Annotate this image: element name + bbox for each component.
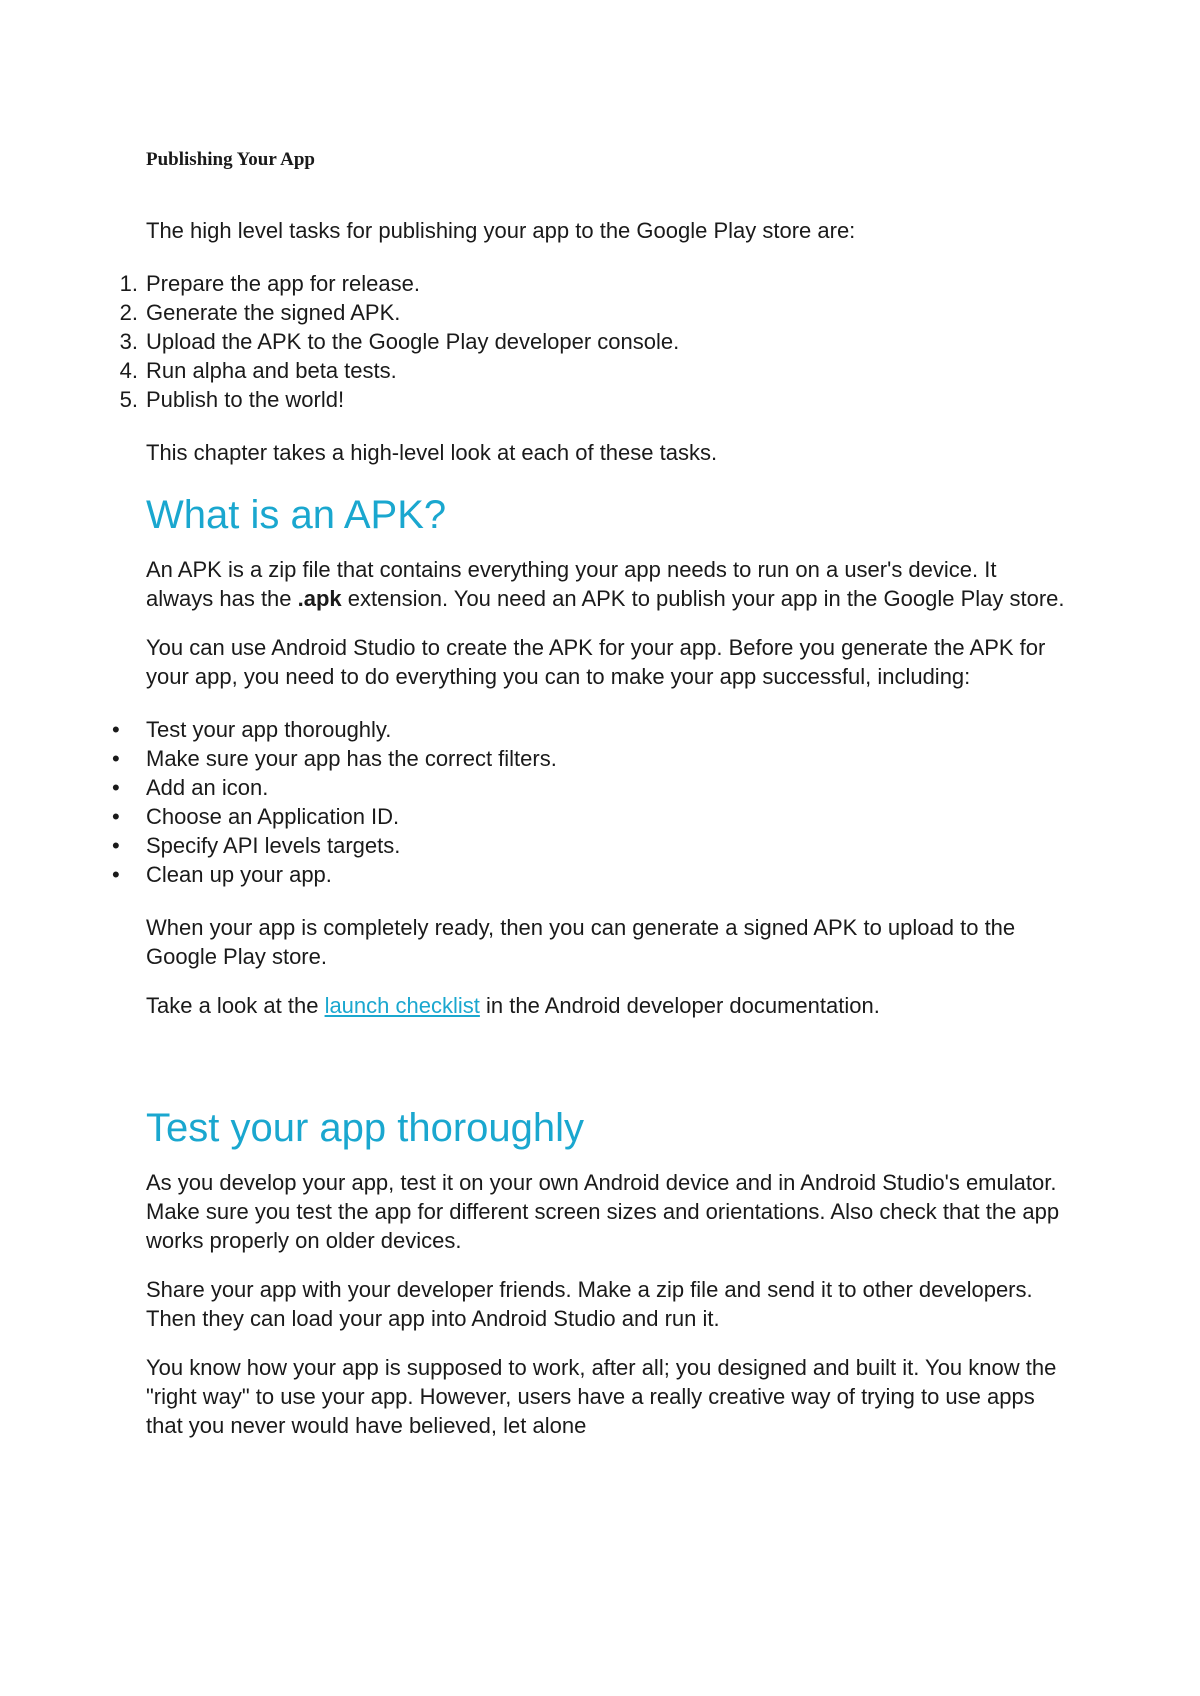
- list-number: 1.: [119, 271, 138, 296]
- task-list: [119, 269, 1066, 414]
- apk-paragraph-3: When your app is completely ready, then you can generate a signed APK to upload to the Google Play store.: [146, 915, 1016, 969]
- section-heading-apk: What is an APK?: [146, 493, 447, 537]
- list-item-text: Generate the signed APK.: [146, 300, 401, 325]
- list-item: [119, 327, 1066, 356]
- document-title: Publishing Your App: [146, 149, 315, 170]
- list-number: 3.: [119, 329, 138, 354]
- list-item: [112, 860, 1066, 889]
- document-body: [112, 148, 1066, 1440]
- list-item: [112, 831, 1066, 860]
- list-item: [112, 802, 1066, 831]
- bullet-icon: •: [112, 862, 120, 887]
- bullet-icon: •: [112, 775, 120, 800]
- bullet-icon: •: [112, 746, 120, 771]
- launch-checklist-link[interactable]: launch checklist: [324, 993, 480, 1018]
- list-number: 2.: [119, 300, 138, 325]
- list-item: [112, 773, 1066, 802]
- list-item: [119, 269, 1066, 298]
- list-number: 5.: [119, 387, 138, 412]
- list-item: [112, 744, 1066, 773]
- apk-paragraph-1-text: An APK is a zip file that contains everything your app needs to run on a user's device. It always has the: [146, 557, 997, 611]
- list-item-text: Test your app thoroughly.: [146, 717, 392, 742]
- list-item-text: Specify API levels targets.: [146, 833, 401, 858]
- apk-paragraph-2: You can use Android Studio to create the APK for your app. Before you generate the APK for your app, you need to do everything you can to make your app successful, including:: [146, 635, 1046, 689]
- apk-paragraph-4-text: Take a look at the: [146, 993, 325, 1018]
- apk-paragraph-1-text-end: extension. You need an APK to publish your app in the Google Play store.: [341, 586, 1065, 611]
- test-paragraph-2: Share your app with your developer friends. Make a zip file and send it to other developers. Then they can load your app into Android Studio and run it.: [146, 1277, 1033, 1331]
- apk-paragraph-1: [146, 555, 1066, 613]
- test-paragraph-3: You know how your app is supposed to work, after all; you designed and built it. You know the "right way" to use your app. However, users have a really creative way of trying to use apps that you never would have believed, let alone: [146, 1355, 1057, 1438]
- apk-paragraph-4-text-end: in the Android developer documentation.: [479, 993, 880, 1018]
- list-item: [119, 356, 1066, 385]
- list-item: [112, 715, 1066, 744]
- test-paragraph-1: As you develop your app, test it on your own Android device and in Android Studio's emulator. Make sure you test the app for different screen sizes and orientations. Also check that the app works properly on older devices.: [146, 1170, 1060, 1253]
- intro-paragraph: The high level tasks for publishing your app to the Google Play store are:: [146, 218, 856, 243]
- list-item-text: Clean up your app.: [146, 862, 332, 887]
- list-item: [119, 298, 1066, 327]
- bullet-icon: •: [112, 804, 120, 829]
- apk-extension-text: .apk: [297, 586, 342, 611]
- apk-checklist: [112, 715, 1066, 889]
- chapter-note: This chapter takes a high-level look at each of these tasks.: [146, 440, 718, 465]
- list-item-text: Run alpha and beta tests.: [146, 358, 397, 383]
- apk-paragraph-4: [146, 991, 1066, 1020]
- bullet-icon: •: [112, 717, 120, 742]
- list-item-text: Publish to the world!: [146, 387, 345, 412]
- list-number: 4.: [119, 358, 138, 383]
- list-item-text: Add an icon.: [146, 775, 269, 800]
- bullet-icon: •: [112, 833, 120, 858]
- list-item: [119, 385, 1066, 414]
- list-item-text: Prepare the app for release.: [146, 271, 420, 296]
- section-heading-test: Test your app thoroughly: [146, 1106, 585, 1150]
- list-item-text: Upload the APK to the Google Play developer console.: [146, 329, 680, 354]
- list-item-text: Choose an Application ID.: [146, 804, 400, 829]
- list-item-text: Make sure your app has the correct filters.: [146, 746, 557, 771]
